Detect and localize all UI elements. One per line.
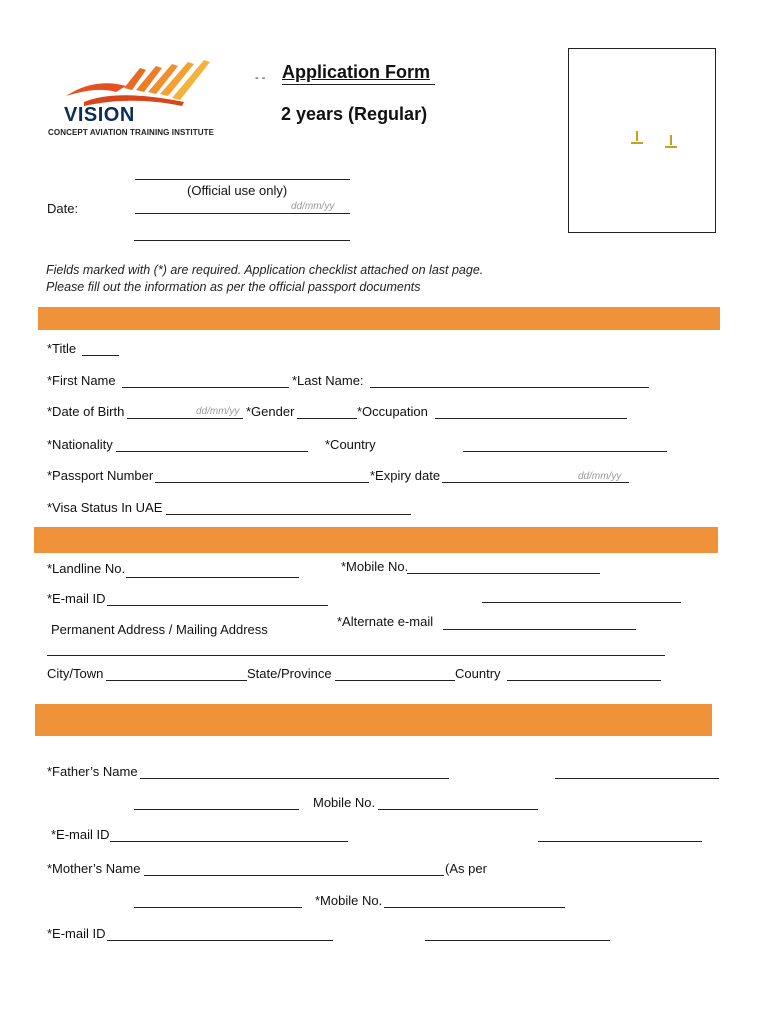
nationality-label: *Nationality: [47, 437, 113, 452]
address-country-label: Country: [455, 666, 501, 681]
dob-field[interactable]: [127, 418, 243, 419]
mother-label: *Mother’s Name: [47, 861, 141, 876]
date-label: Date:: [47, 201, 79, 216]
nationality-field[interactable]: [116, 451, 308, 452]
logo-name: VISION: [64, 104, 135, 126]
expiry-hint: dd/mm/yy: [578, 471, 622, 482]
address-label: Permanent Address / Mailing Address: [51, 622, 268, 637]
first-name-field[interactable]: [122, 387, 289, 388]
official-use-label: (Official use only): [187, 183, 288, 198]
mother-email-extra-field[interactable]: [425, 940, 610, 941]
email-field[interactable]: [107, 605, 328, 606]
program-title: 2 years (Regular): [281, 104, 428, 124]
expiry-field[interactable]: [442, 482, 629, 483]
state-label: State/Province: [247, 666, 332, 681]
passport-note: Please fill out the information as per the official passport documents: [46, 280, 421, 294]
passport-field[interactable]: [155, 482, 369, 483]
alt-email-label: *Alternate e-mail: [337, 614, 434, 629]
header-dash: - -: [255, 72, 266, 84]
gender-field[interactable]: [297, 418, 357, 419]
official-line-bottom: [134, 240, 350, 241]
photo-box[interactable]: [568, 48, 716, 233]
vision-wing-icon: [64, 58, 214, 110]
required-note: Fields marked with (*) are required. Application checklist attached on last page.: [46, 263, 484, 277]
father-email-field[interactable]: [110, 841, 348, 842]
mobile-field[interactable]: [407, 573, 600, 574]
father-field[interactable]: [140, 778, 449, 779]
dob-hint: dd/mm/yy: [196, 406, 240, 417]
mother-field[interactable]: [144, 875, 444, 876]
personal-section-bar: [38, 307, 720, 330]
occupation-field[interactable]: [435, 418, 627, 419]
address-field[interactable]: [47, 655, 665, 656]
gender-label: *Gender: [246, 404, 295, 419]
state-field[interactable]: [335, 680, 455, 681]
dob-label: *Date of Birth: [47, 404, 125, 419]
mother-line-2[interactable]: [134, 907, 302, 908]
alt-email-field[interactable]: [443, 629, 636, 630]
mobile-label: *Mobile No.: [341, 559, 409, 574]
landline-field[interactable]: [126, 577, 299, 578]
father-email-label: *E-mail ID: [51, 827, 110, 842]
last-name-label: *Last Name:: [292, 373, 364, 388]
logo-tagline: CONCEPT AVIATION TRAINING INSTITUTE: [48, 128, 215, 137]
contact-section-bar: [34, 527, 718, 553]
mother-mobile-label: *Mobile No.: [315, 893, 383, 908]
parents-section-bar: [35, 704, 712, 736]
pin-icon: [627, 127, 717, 157]
father-extra-field[interactable]: [555, 778, 719, 779]
father-line-2[interactable]: [134, 809, 299, 810]
last-name-field[interactable]: [370, 387, 649, 388]
title-field[interactable]: [82, 355, 119, 356]
title-label: *Title: [47, 341, 77, 356]
occupation-label: *Occupation: [357, 404, 428, 419]
email-label: *E-mail ID: [47, 591, 106, 606]
country-field[interactable]: [463, 451, 667, 452]
city-field[interactable]: [106, 680, 247, 681]
email-extra-field[interactable]: [482, 602, 681, 603]
first-name-label: *First Name: [47, 373, 116, 388]
visa-label: *Visa Status In UAE: [47, 500, 163, 515]
expiry-label: *Expiry date: [370, 468, 441, 483]
passport-label: *Passport Number: [47, 468, 154, 483]
address-country-field[interactable]: [507, 680, 661, 681]
visa-field[interactable]: [166, 514, 411, 515]
date-field[interactable]: [135, 213, 350, 214]
country-label: *Country: [325, 437, 376, 452]
mother-mobile-field[interactable]: [384, 907, 565, 908]
father-label: *Father’s Name: [47, 764, 138, 779]
father-mobile-label: Mobile No.: [313, 795, 376, 810]
city-label: City/Town: [47, 666, 104, 681]
date-hint: dd/mm/yy: [291, 201, 335, 212]
mother-email-label: *E-mail ID: [47, 926, 106, 941]
mother-email-field[interactable]: [107, 940, 333, 941]
official-line-top: [135, 179, 350, 180]
title-double-underline: [282, 84, 435, 85]
landline-label: *Landline No.: [47, 561, 126, 576]
father-email-extra-field[interactable]: [538, 841, 702, 842]
father-mobile-field[interactable]: [378, 809, 538, 810]
mother-aspar-label: (As per: [445, 861, 487, 876]
logo: [46, 58, 226, 140]
form-title: Application Form: [282, 62, 430, 82]
